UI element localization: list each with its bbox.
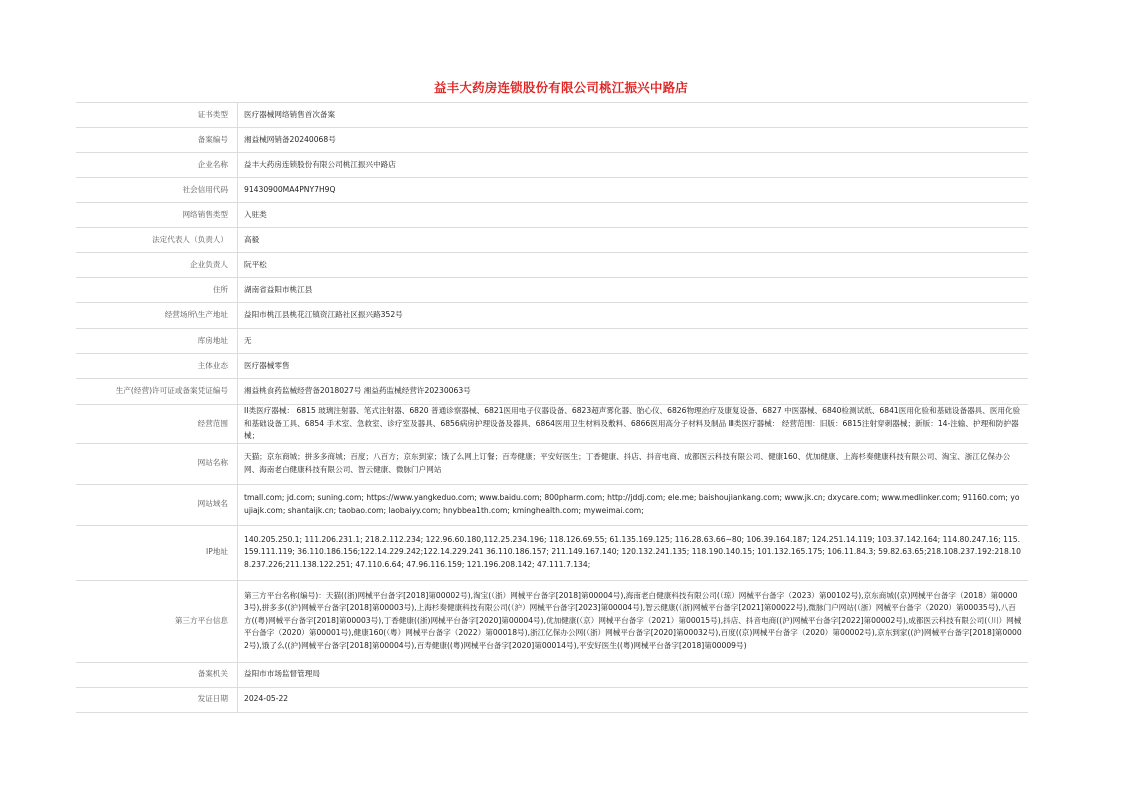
row-label: 法定代表人（负责人） bbox=[76, 228, 238, 253]
row-label: 生产(经营)许可证或备案凭证编号 bbox=[76, 379, 238, 405]
row-label: 证书类型 bbox=[76, 103, 238, 128]
row-value: 益丰大药房连锁股份有限公司桃江振兴中路店 bbox=[238, 153, 1029, 178]
row-value: 入驻类 bbox=[238, 203, 1029, 228]
table-row bbox=[76, 443, 1028, 484]
table-row bbox=[76, 329, 1028, 354]
row-value: 91430900MA4PNY7H9Q bbox=[238, 178, 1029, 203]
table-row bbox=[76, 178, 1028, 203]
record-table bbox=[76, 102, 1028, 713]
row-value: 医疗器械零售 bbox=[238, 354, 1029, 379]
table-row bbox=[76, 354, 1028, 379]
row-value: 益阳市桃江县桃花江镇资江路社区振兴路352号 bbox=[238, 303, 1029, 329]
row-value: 高毅 bbox=[238, 228, 1029, 253]
table-row bbox=[76, 303, 1028, 329]
row-label: 备案机关 bbox=[76, 662, 238, 687]
row-value: 医疗器械网络销售首次备案 bbox=[238, 103, 1029, 128]
table-row bbox=[76, 278, 1028, 303]
table-row bbox=[76, 687, 1028, 712]
table-row bbox=[76, 228, 1028, 253]
row-value: 阮平松 bbox=[238, 253, 1029, 278]
table-row bbox=[76, 484, 1028, 525]
row-value: 第三方平台名称(编号)：天猫((浙)网械平台备字[2018]第00002号),淘宝(（浙）网械平台备字[2018]第00004号),海南老白健康科技有限公司(（琼）网械平台备字（2023）第00102号),京东商城((京)网械平台备字（2018）第00003号),拼多多((沪)网械平台备字[2018]第00003号),上海杉奏健康科技有限公司(（沪）网械平台备字[2023]第00004号),智云健康(（浙)网械平台备字[2021]第00022号),微脉门户网站(（浙）网械平台备字（2020）第00035号),八百方((粤)网械平台备字[2018]第00003号),丁香健康((浙)网械平台备字[2020]第00004号),优加健康(（京）网械平台备字（2021）第00015号),抖店、抖音电商((沪)网械平台备字[2022]第00002号),成都医云科技有限公司(（川）网械平台备字（2020）第00001号),健康160(（粤）网械平台备字（2022）第00018号),浙江亿保办公网(（浙）网械平台备字[2020]第00032号),百度((京)网械平台备字（2020）第00002号),京东到家((沪)网械平台备字[2018]第00002号),饿了么((沪)网械平台备字[2018]第00004号),百寿健康((粤)网械平台备字[2020]第00014号),平安好医生((粤)网械平台备字[2018]第00009号) bbox=[238, 580, 1029, 662]
row-label: 企业负责人 bbox=[76, 253, 238, 278]
row-label: 库房地址 bbox=[76, 329, 238, 354]
table-row bbox=[76, 379, 1028, 405]
row-value: 湘益械网销备20240068号 bbox=[238, 128, 1029, 153]
table-row bbox=[76, 203, 1028, 228]
row-value: 益阳市市场监督管理局 bbox=[238, 662, 1029, 687]
table-row bbox=[76, 103, 1028, 128]
row-value: 天猫；京东商城；拼多多商城；百度；八百方；京东到家；饿了么网上订餐；百寿健康；平安好医生；丁香健康、抖店、抖音电商、成都医云科技有限公司、健康160、优加健康、上海杉奏健康科技有限公司、淘宝、浙江亿保办公网、海南老白健康科技有限公司、智云健康、微脉门户网站 bbox=[238, 443, 1029, 484]
row-label: 社会信用代码 bbox=[76, 178, 238, 203]
row-label: IP地址 bbox=[76, 525, 238, 580]
row-value: tmall.com; jd.com; suning.com; https://www.yangkeduo.com; www.baidu.com; 800pharm.com; http://jddj.com; ele.me; baishoujiankang.com; www.jk.cn; dxycare.com; www.medlinker.com; 91160.com; youjiajk.com; shantaijk.cn; taobao.com; laobaiyy.com; hnybbea1th.com; kminghealth.com; myweimai.com; bbox=[238, 484, 1029, 525]
table-row bbox=[76, 525, 1028, 580]
row-label: 住所 bbox=[76, 278, 238, 303]
row-label: 主体业态 bbox=[76, 354, 238, 379]
table-row bbox=[76, 580, 1028, 662]
row-value: II类医疗器械： 6815 玻璃注射器、笔式注射器、6820 普通诊察器械、6821医用电子仪器设备、6823超声雾化器、胎心仪、6826物理治疗及康复设备、6827 中医器械、6840检测试纸、6841医用化验和基础设备器具、医用化验和基础设备工具、6854 手术室、急救室、诊疗室及器具、6856病房护理设备及器具、6864医用卫生材料及敷料、6866医用高分子材料及制品 Ⅲ类医疗器械： 经营范围：旧版：6815注射穿刺器械；新版：14-注输、护理和防护器械； bbox=[238, 405, 1029, 444]
page-title: 益丰大药房连锁股份有限公司桃江振兴中路店 bbox=[433, 80, 688, 95]
row-label: 第三方平台信息 bbox=[76, 580, 238, 662]
table-row bbox=[76, 662, 1028, 687]
row-label: 企业名称 bbox=[76, 153, 238, 178]
table-row bbox=[76, 405, 1028, 444]
row-label: 经营范围 bbox=[76, 405, 238, 444]
row-label: 备案编号 bbox=[76, 128, 238, 153]
row-label: 网站名称 bbox=[76, 443, 238, 484]
row-label: 网络销售类型 bbox=[76, 203, 238, 228]
row-value: 湘益桃食药监械经营备2018027号 湘益药监械经营许20230063号 bbox=[238, 379, 1029, 405]
table-row bbox=[76, 153, 1028, 178]
row-label: 发证日期 bbox=[76, 687, 238, 712]
row-value: 2024-05-22 bbox=[238, 687, 1029, 712]
row-label: 网站域名 bbox=[76, 484, 238, 525]
row-value: 无 bbox=[238, 329, 1029, 354]
table-row bbox=[76, 128, 1028, 153]
table-row bbox=[76, 253, 1028, 278]
row-value: 湖南省益阳市桃江县 bbox=[238, 278, 1029, 303]
row-label: 经营场所\生产地址 bbox=[76, 303, 238, 329]
row-value: 140.205.250.1; 111.206.231.1; 218.2.112.234; 122.96.60.180,112.25.234.196; 118.126.69.55; 61.135.169.125; 116.28.63.66~80; 106.39.164.187; 124.251.14.119; 103.37.142.164; 114.80.247.16; 115.159.111.119; 36.110.186.156;122.14.229.242;122.14.229.241 36.110.186.157; 211.149.167.140; 120.132.241.135; 118.190.140.15; 101.132.165.175; 106.11.84.3; 59.82.63.65;218.108.237.192:218.108.237.226;211.138.122.251; 47.110.6.64; 47.96.116.159; 121.196.208.142; 47.111.7.134; bbox=[238, 525, 1029, 580]
